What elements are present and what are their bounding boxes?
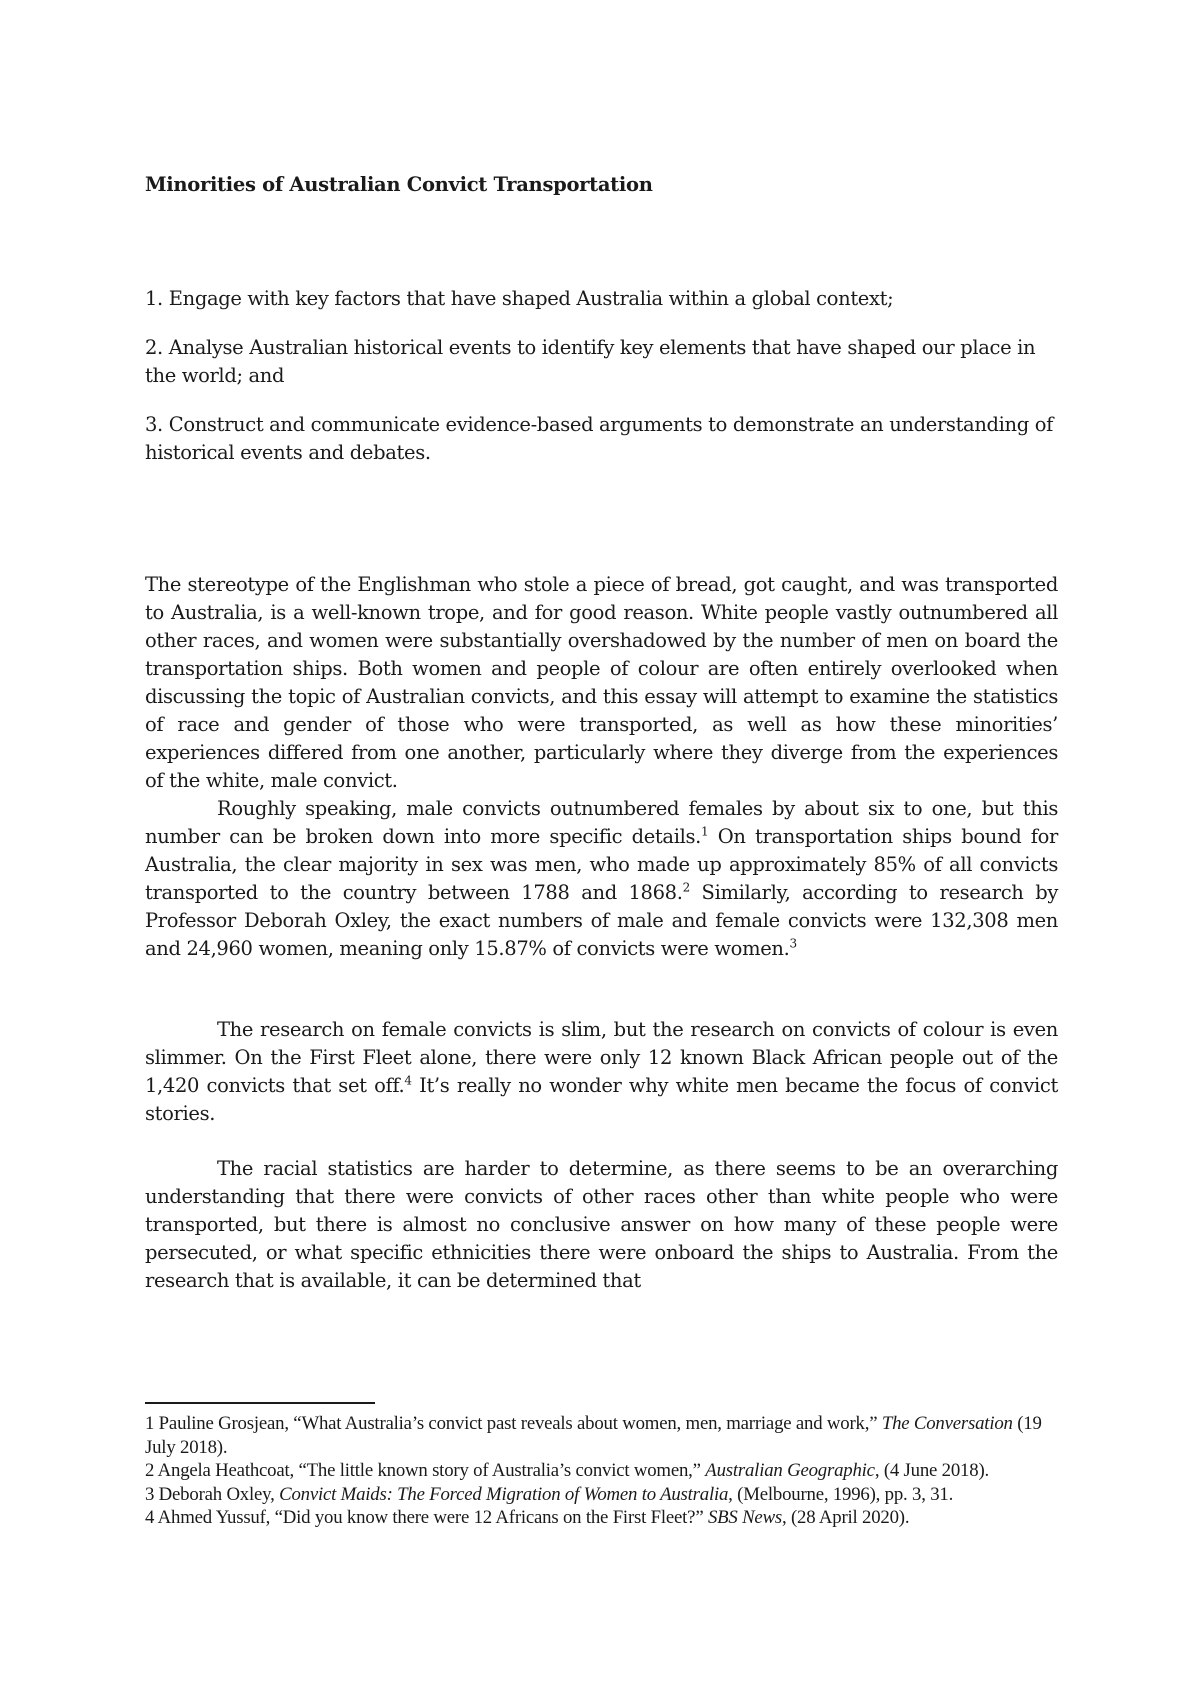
footnote-reference-1[interactable]: 1: [700, 824, 709, 839]
paragraph-text: Roughly speaking, male convicts outnumbered females by about six to one, but this number can be broken down into more specific details.: [145, 797, 1058, 848]
footnote-text: (Melbourne, 1996), pp. 3, 31.: [732, 1483, 954, 1505]
paragraph-text: On transportation ships bound for Australia, the clear majority in sex was men, who made up approximately 85% of all convicts transported to the country between 1788 and 1868.: [145, 825, 1058, 904]
paragraph-text: The research on female convicts is slim, but the research on convicts of colour is even slimmer. On the First Fleet alone, there were only 12 known Black African people out of the 1,420 convicts that set off.: [145, 1018, 1058, 1097]
footnote-publication: Australian Geographic: [705, 1460, 875, 1481]
paragraph-intro: The stereotype of the Englishman who stole a piece of bread, got caught, and was transported to Australia, is a well-known trope, and for good reason. White people vastly outnumbered all other races, and women were substantially overshadowed by the number of men on board the transportation ships. Both women and people of colour are often entirely overlooked when discussing the topic of Australian convicts, and this essay will attempt to examine the statistics of race and gender of those who were transported, as well as how these minorities’ experiences differed from one another, particularly where they diverge from the experiences of the white, male convict.: [145, 573, 1058, 792]
footnote-text: 2 Angela Heathcoat, “The little known story of Australia’s convict women,”: [145, 1460, 706, 1481]
objective-2: 2. Analyse Australian historical events to identify key elements that have shaped our place in the world; and: [145, 336, 1036, 387]
page-title: Minorities of Australian Convict Transportation: [145, 173, 653, 196]
footnotes: [145, 1412, 1058, 1530]
footnote-publication: SBS News: [707, 1507, 783, 1528]
paragraph-gender-statistics: [145, 795, 1058, 963]
footnote-2: [145, 1459, 1058, 1483]
footnote-text: (19 July 2018).: [145, 1413, 1042, 1458]
footnote-text: , (4 June 2018).: [874, 1460, 989, 1481]
learning-objectives: [145, 285, 1058, 488]
footnote-publication: The Conversation: [881, 1413, 1013, 1434]
paragraph-racial-statistics: The racial statistics are harder to determine, as there seems to be an overarching understanding that there were convicts of other races other than white people who were transported, but there is almost no conclusive answer on how many of these people were persecuted, or what specific ethnicities there were onboard the ships to Australia. From the research that is available, it can be determined that: [145, 1157, 1058, 1292]
footnote-1: [145, 1412, 1058, 1459]
paragraph-text: Similarly, according to research by Professor Deborah Oxley, the exact numbers of male and female convicts were 132,308 men and 24,960 women, meaning only 15.87% of convicts were women.: [145, 881, 1058, 960]
footnote-text: 3 Deborah Oxley,: [145, 1483, 280, 1505]
essay-body: [145, 571, 1058, 1295]
footnote-4: [145, 1506, 1058, 1530]
objective-3: 3. Construct and communicate evidence-based arguments to demonstrate an understanding of historical events and debates.: [145, 413, 1054, 464]
paragraph-text: It’s really no wonder why white men became the focus of convict stories.: [145, 1074, 1058, 1125]
footnote-text: , (28 April 2020).: [782, 1507, 910, 1528]
footnote-publication: Convict Maids: The Forced Migration of Women to Australia,: [279, 1483, 733, 1505]
footnote-separator: [145, 1402, 375, 1404]
footnote-reference-2[interactable]: 2: [682, 880, 690, 895]
footnote-text: 4 Ahmed Yussuf, “Did you know there were 12 Africans on the First Fleet?”: [145, 1507, 708, 1528]
footnote-reference-4[interactable]: 4: [404, 1073, 412, 1088]
footnote-reference-3[interactable]: 3: [789, 936, 797, 951]
footnote-text: 1 Pauline Grosjean, “What Australia’s convict past reveals about women, men, marriage and work,”: [145, 1413, 882, 1434]
paragraph-convicts-of-colour: [145, 1016, 1058, 1128]
objective-1: 1. Engage with key factors that have shaped Australia within a global context;: [145, 287, 894, 310]
footnote-3: [145, 1483, 1058, 1507]
